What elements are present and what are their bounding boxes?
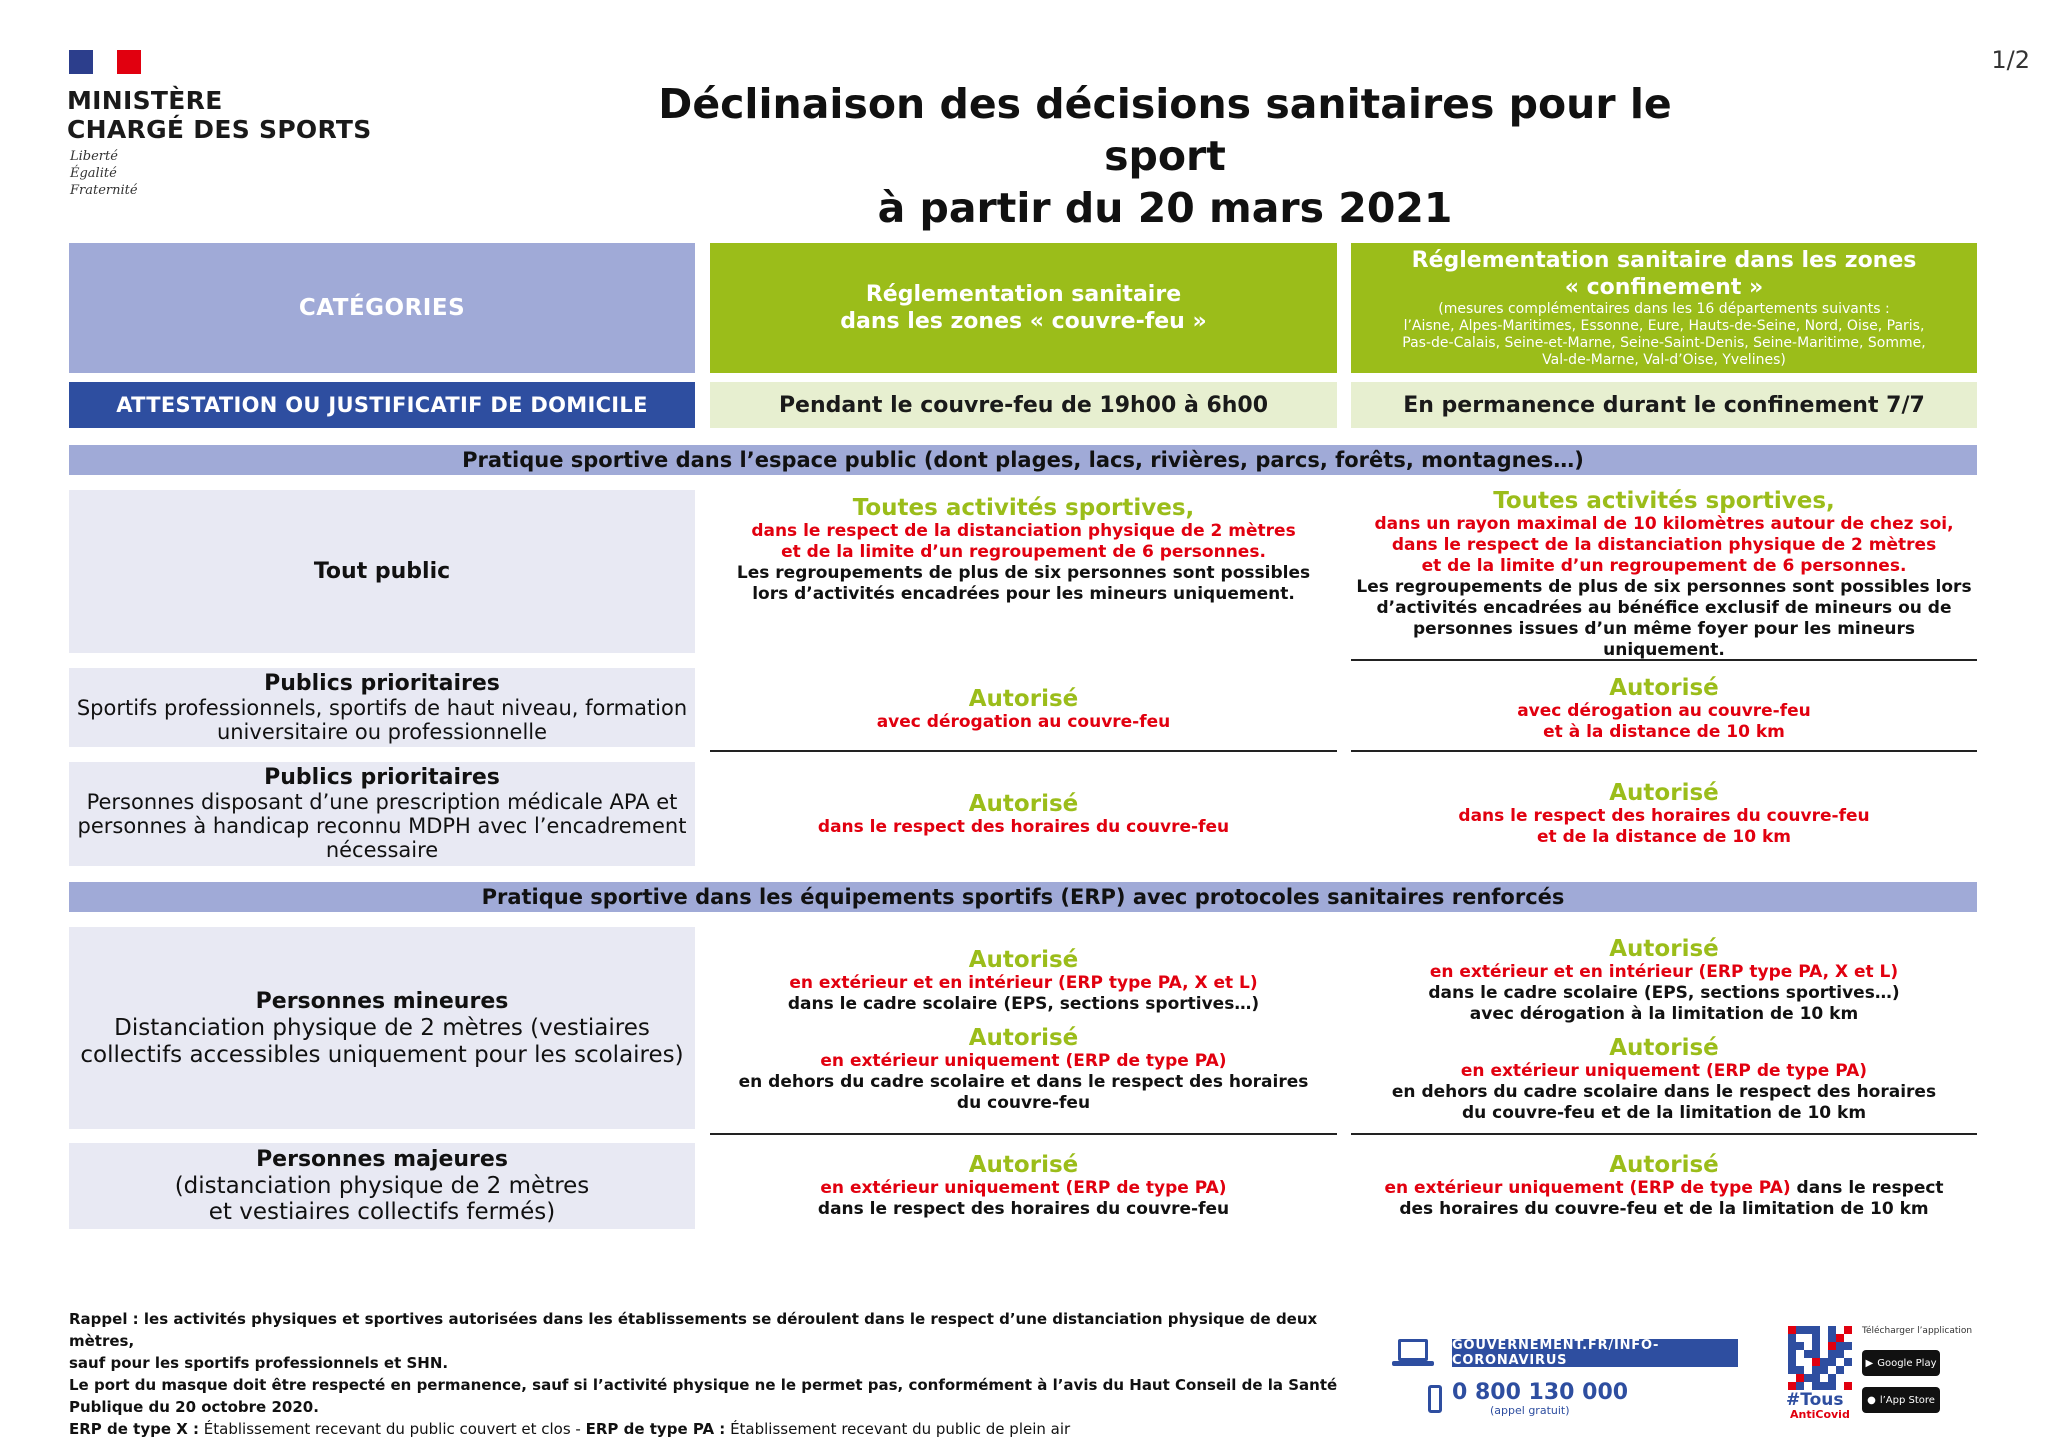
qr-module <box>1812 1366 1820 1374</box>
phone-icon <box>1428 1385 1442 1413</box>
qr-module <box>1804 1350 1812 1358</box>
google-play-label: Google Play <box>1877 1357 1937 1369</box>
erp-pa-label: ERP de type PA : <box>585 1420 726 1438</box>
qr-module <box>1820 1334 1828 1342</box>
majeurs-desc-2: et vestiaires collectifs fermés) <box>208 1199 556 1225</box>
cell-heading: Toutes activités sportives, <box>1493 488 1835 514</box>
cell-text-line: personnes issues d’un même foyer pour les mineurs uniquement. <box>1413 619 1915 660</box>
anticovid-name: AntiCovid <box>1790 1408 1850 1421</box>
header-couvre-feu <box>710 243 1337 373</box>
cell-red-line: avec dérogation au couvre-feu <box>876 711 1171 732</box>
qr-module <box>1804 1334 1812 1342</box>
section-espace-public-title: Pratique sportive dans l’espace public (dont plages, lacs, rivières, parcs, forêts, montagnes…) <box>462 448 1584 472</box>
footer-notes <box>69 1308 1359 1440</box>
erp-pa-text: Établissement recevant du public de plein air <box>725 1420 1071 1438</box>
qr-module <box>1844 1326 1852 1334</box>
laptop-icon <box>1398 1339 1428 1361</box>
cell-tout-public-confinement <box>1351 490 1977 661</box>
download-label: Télécharger l’application <box>1862 1326 1973 1336</box>
qr-module <box>1836 1342 1844 1350</box>
header-categories <box>69 243 695 373</box>
page-title <box>600 78 1730 234</box>
majeurs-title: Personnes majeures <box>256 1147 508 1172</box>
mineurs-desc-2: collectifs accessibles uniquement pour les scolaires) <box>80 1041 684 1068</box>
qr-module <box>1820 1382 1828 1390</box>
website-text: GOUVERNEMENT.FR/INFO-CORONAVIRUS <box>1452 1338 1660 1368</box>
section-equipements-title: Pratique sportive dans les équipements sportifs (ERP) avec protocoles sanitaires renforcés <box>481 885 1565 909</box>
cell-text-line: dans le cadre scolaire (EPS, sections sportives…) <box>787 993 1260 1014</box>
categories-label: CATÉGORIES <box>298 295 466 321</box>
play-icon: ▶ <box>1865 1357 1874 1369</box>
ministry-name <box>67 86 372 144</box>
qr-module <box>1844 1334 1852 1342</box>
motto-liberte: Liberté <box>70 149 118 164</box>
cell-red-line: et de la limite d’un regroupement de 6 personnes. <box>1421 556 1907 576</box>
cell-red-line: et de la distance de 10 km <box>1537 827 1791 847</box>
cell-red-line: en extérieur et en intérieur (ERP type PA, X et L) <box>789 972 1258 993</box>
cell-red-line: dans le respect des horaires du couvre-feu <box>1458 806 1870 826</box>
page-number: 1/2 <box>1991 46 2030 74</box>
prio2-desc-3: nécessaire <box>325 838 439 862</box>
cell-text-line: des horaires du couvre-feu et de la limitation de 10 km <box>1399 1199 1929 1219</box>
cell-text-line: en dehors du cadre scolaire et dans le respect des horaires <box>738 1071 1309 1092</box>
footer-line-2: sauf pour les sportifs professionnels et SHN. <box>69 1354 449 1372</box>
footer-line-1: Rappel : les activités physiques et sportives autorisées dans les établissements se déroulent dans le respect d’une distanciation physique de deux mètres, <box>69 1310 1318 1350</box>
cell-text-line: lors d’activités encadrées pour les mineurs uniquement. <box>752 583 1295 604</box>
cell-text-line: dans le cadre scolaire (EPS, sections sportives…) <box>1428 983 1900 1003</box>
laptop-base-icon <box>1392 1361 1434 1366</box>
confinement-title-1: Réglementation sanitaire dans les zones <box>1411 248 1917 273</box>
header-confinement <box>1351 243 1977 373</box>
cell-majeurs-couvre-feu <box>710 1143 1337 1229</box>
cell-heading: Autorisé <box>968 790 1079 817</box>
qr-module <box>1828 1374 1836 1382</box>
qr-module <box>1820 1326 1828 1334</box>
row-label-personnes-mineures <box>69 927 695 1129</box>
ministry-line2: CHARGÉ DES SPORTS <box>67 115 372 144</box>
attestation-couvre-feu-text: Pendant le couvre-feu de 19h00 à 6h00 <box>778 392 1269 418</box>
qr-module <box>1828 1382 1836 1390</box>
cell-text-line: dans le respect des horaires du couvre-feu <box>817 1199 1230 1219</box>
phone-note: (appel gratuit) <box>1490 1404 1570 1417</box>
qr-module <box>1804 1358 1812 1366</box>
cell-heading: Autorisé <box>1609 1152 1719 1178</box>
prio1-title: Publics prioritaires <box>264 670 500 696</box>
cell-red-line: dans le respect de la distanciation physique de 2 mètres <box>1391 535 1937 555</box>
qr-module <box>1836 1334 1844 1342</box>
qr-module <box>1796 1342 1804 1350</box>
qr-module <box>1796 1366 1804 1374</box>
mineurs-title: Personnes mineures <box>255 988 509 1014</box>
qr-module <box>1844 1342 1852 1350</box>
confinement-title-2: « confinement » <box>1564 275 1764 300</box>
qr-module <box>1836 1382 1844 1390</box>
prio2-desc-1: Personnes disposant d’une prescription médicale APA et <box>86 790 678 814</box>
motto <box>70 148 138 199</box>
qr-module <box>1796 1358 1804 1366</box>
tous-anticovid-tag: #Tous <box>1786 1390 1844 1410</box>
qr-module <box>1804 1342 1812 1350</box>
cell-red-line: en extérieur uniquement (ERP de type PA) <box>1460 1061 1868 1081</box>
qr-module <box>1836 1326 1844 1334</box>
qr-module <box>1796 1326 1804 1334</box>
qr-module <box>1836 1350 1844 1358</box>
cell-heading: Autorisé <box>1609 675 1719 701</box>
qr-module <box>1820 1358 1828 1366</box>
ministry-line1: MINISTÈRE <box>67 86 223 115</box>
cell-text-line: avec dérogation à la limitation de 10 km <box>1469 1004 1859 1024</box>
cell-prio1-confinement <box>1351 668 1977 752</box>
qr-module <box>1844 1374 1852 1382</box>
qr-module <box>1828 1326 1836 1334</box>
qr-module <box>1796 1374 1804 1382</box>
qr-module <box>1812 1358 1820 1366</box>
cell-heading: Autorisé <box>968 1024 1079 1051</box>
cell-heading: Autorisé <box>968 685 1079 712</box>
qr-module <box>1836 1374 1844 1382</box>
cell-heading: Autorisé <box>968 1152 1079 1178</box>
qr-module <box>1812 1342 1820 1350</box>
title-line1: Déclinaison des décisions sanitaires pour le sport <box>658 80 1672 180</box>
cell-mineurs-couvre-feu <box>710 927 1337 1135</box>
qr-module <box>1812 1382 1820 1390</box>
couvre-feu-title-1: Réglementation sanitaire <box>865 282 1182 307</box>
couvre-feu-title-2: dans les zones « couvre-feu » <box>840 309 1207 334</box>
qr-module <box>1820 1374 1828 1382</box>
cell-heading: Autorisé <box>1609 936 1719 962</box>
motto-fraternite: Fraternité <box>70 183 138 198</box>
attestation-couvre-feu <box>710 382 1337 428</box>
phone-number[interactable]: 0 800 130 000 <box>1452 1380 1629 1405</box>
qr-module <box>1828 1342 1836 1350</box>
app-store-label: l’App Store <box>1879 1394 1935 1406</box>
app-store-button[interactable] <box>1862 1387 1940 1413</box>
qr-module <box>1804 1374 1812 1382</box>
majeurs-desc-1: (distanciation physique de 2 mètres <box>174 1173 590 1199</box>
cell-red-line: en extérieur et en intérieur (ERP type PA, X et L) <box>1429 962 1899 982</box>
qr-module <box>1820 1342 1828 1350</box>
qr-module <box>1844 1358 1852 1366</box>
cell-red-line: avec dérogation au couvre-feu <box>1517 701 1811 721</box>
row-label-publics-prioritaires-2 <box>69 762 695 866</box>
row-label-tout-public <box>69 490 695 653</box>
qr-module <box>1788 1326 1796 1334</box>
cell-heading: Autorisé <box>1609 1035 1719 1061</box>
qr-module <box>1844 1350 1852 1358</box>
cell-text-line: du couvre-feu <box>956 1092 1091 1113</box>
qr-module <box>1828 1334 1836 1342</box>
cell-red-line: dans un rayon maximal de 10 kilomètres autour de chez soi, <box>1374 514 1954 534</box>
cell-red-line: en extérieur uniquement (ERP de type PA) <box>820 1050 1227 1071</box>
qr-module <box>1788 1366 1796 1374</box>
mineurs-desc-1: Distanciation physique de 2 mètres (vestiaires <box>114 1014 650 1041</box>
qr-module <box>1796 1350 1804 1358</box>
qr-module <box>1820 1366 1828 1374</box>
confinement-note-2: l’Aisne, Alpes-Maritimes, Essonne, Eure, Hauts-de-Seine, Nord, Oise, Paris, <box>1403 318 1925 334</box>
prio2-title: Publics prioritaires <box>264 765 500 790</box>
footer-line-4: Publique du 20 octobre 2020. <box>69 1398 319 1416</box>
qr-module <box>1796 1382 1804 1390</box>
erp-x-label: ERP de type X : <box>69 1420 200 1438</box>
cell-red-line: et de la limite d’un regroupement de 6 personnes. <box>781 541 1266 562</box>
cell-text-line: du couvre-feu et de la limitation de 10 km <box>1461 1103 1867 1123</box>
attestation-confinement <box>1351 382 1977 428</box>
cell-prio2-confinement <box>1351 762 1977 866</box>
erp-x-text: Établissement recevant du public couvert et clos - <box>199 1420 586 1438</box>
cell-mineurs-confinement <box>1351 927 1977 1135</box>
qr-module <box>1820 1350 1828 1358</box>
row-label-personnes-majeures <box>69 1143 695 1229</box>
qr-module <box>1788 1350 1796 1358</box>
cell-red-line: dans le respect des horaires du couvre-feu <box>817 816 1230 837</box>
cell-red-line: dans le respect de la distanciation physique de 2 mètres <box>751 520 1296 541</box>
cell-red-line: en extérieur uniquement (ERP de type PA) <box>820 1178 1227 1198</box>
qr-module <box>1836 1358 1844 1366</box>
qr-module <box>1828 1358 1836 1366</box>
qr-module <box>1796 1334 1804 1342</box>
qr-module <box>1804 1366 1812 1374</box>
confinement-note-4: Val-de-Marne, Val-d’Oise, Yvelines) <box>1542 352 1786 368</box>
qr-module <box>1812 1350 1820 1358</box>
cell-mixed-line <box>1384 1178 1943 1199</box>
apple-icon: ● <box>1867 1394 1876 1406</box>
qr-module <box>1804 1326 1812 1334</box>
website-link[interactable] <box>1452 1339 1738 1367</box>
cell-text-line: d’activités encadrées au bénéfice exclusif de mineurs ou de <box>1376 598 1952 618</box>
qr-code-icon <box>1788 1326 1852 1390</box>
cell-red-line: et à la distance de 10 km <box>1543 722 1785 742</box>
confinement-note-1: (mesures complémentaires dans les 16 départements suivants : <box>1438 301 1890 317</box>
cell-tout-public-couvre-feu <box>710 490 1337 653</box>
footer-line-5 <box>69 1418 1359 1440</box>
republique-flag-logo <box>69 50 141 74</box>
qr-module <box>1812 1326 1820 1334</box>
attestation-text: ATTESTATION OU JUSTIFICATIF DE DOMICILE <box>116 393 648 417</box>
qr-module <box>1812 1374 1820 1382</box>
cell-prio1-couvre-feu <box>710 668 1337 752</box>
qr-module <box>1788 1334 1796 1342</box>
section-espace-public <box>69 445 1977 475</box>
qr-module <box>1788 1342 1796 1350</box>
attestation-label <box>69 382 695 428</box>
qr-module <box>1804 1382 1812 1390</box>
cell-heading: Toutes activités sportives, <box>852 494 1195 521</box>
cell-text-fragment: dans le respect <box>1790 1178 1944 1198</box>
qr-module <box>1836 1366 1844 1374</box>
attestation-confinement-text: En permanence durant le confinement 7/7 <box>1403 392 1925 418</box>
cell-heading: Autorisé <box>1609 780 1719 806</box>
qr-module <box>1844 1366 1852 1374</box>
cell-prio2-couvre-feu <box>710 762 1337 866</box>
qr-module <box>1788 1382 1796 1390</box>
row-label-publics-prioritaires-1 <box>69 668 695 747</box>
qr-module <box>1788 1358 1796 1366</box>
title-line2: à partir du 20 mars 2021 <box>877 184 1453 232</box>
prio1-desc-2: universitaire ou professionnelle <box>216 719 548 744</box>
google-play-button[interactable] <box>1862 1350 1940 1376</box>
cell-text-line: Les regroupements de plus de six personnes sont possibles <box>736 562 1311 583</box>
cell-red-fragment: en extérieur uniquement (ERP de type PA) <box>1384 1178 1791 1198</box>
motto-egalite: Égalité <box>70 166 117 181</box>
section-equipements-sportifs <box>69 882 1977 912</box>
qr-module <box>1844 1382 1852 1390</box>
cell-heading: Autorisé <box>968 946 1079 973</box>
qr-module <box>1812 1334 1820 1342</box>
cell-text-line: Les regroupements de plus de six personnes sont possibles lors <box>1356 577 1972 597</box>
tout-public-title: Tout public <box>313 558 451 584</box>
prio2-desc-2: personnes à handicap reconnu MDPH avec l’encadrement <box>77 814 687 838</box>
cell-majeurs-confinement <box>1351 1143 1977 1229</box>
qr-module <box>1828 1350 1836 1358</box>
footer-line-3: Le port du masque doit être respecté en permanence, sauf si l’activité physique ne le permet pas, conformément à l’avis du Haut Conseil de la Santé <box>69 1376 1338 1394</box>
confinement-note-3: Pas-de-Calais, Seine-et-Marne, Seine-Saint-Denis, Seine-Maritime, Somme, <box>1402 335 1926 351</box>
cell-text-line: en dehors du cadre scolaire dans le respect des horaires <box>1391 1082 1937 1102</box>
prio1-desc-1: Sportifs professionnels, sportifs de haut niveau, formation <box>76 695 688 720</box>
qr-module <box>1788 1374 1796 1382</box>
qr-module <box>1828 1366 1836 1374</box>
